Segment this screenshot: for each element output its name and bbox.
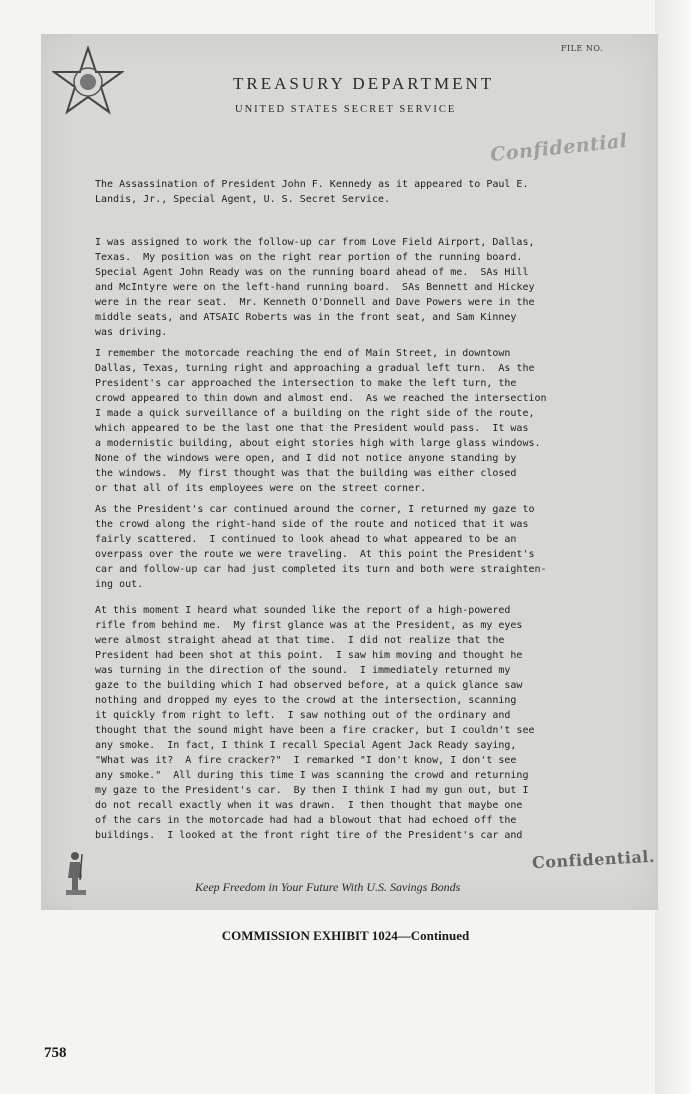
- text-line: I remember the motorcade reaching the end of Main Street, in downtown: [95, 348, 511, 359]
- text-line: it quickly from right to left. I saw nothing out of the ordinary and: [95, 710, 511, 721]
- title-line: The Assassination of President John F. Kennedy as it appeared to Paul E.: [95, 179, 529, 190]
- department-title: TREASURY DEPARTMENT: [233, 74, 495, 93]
- text-line: None of the windows were open, and I did not notice anyone standing by: [95, 453, 517, 464]
- title-line: Landis, Jr., Special Agent, U. S. Secret Service.: [95, 194, 391, 205]
- star-badge-icon: [52, 46, 124, 118]
- text-line: President's car approached the intersection to make the left turn, the: [95, 378, 517, 389]
- text-line: the crowd along the right-hand side of the route and noticed that it was: [95, 519, 529, 530]
- text-line: gaze to the building which I had observed before, at a quick glance saw: [95, 680, 523, 691]
- text-line: my gaze to the President's car. By then I think I had my gun out, but I: [95, 785, 529, 796]
- text-line: car and follow-up car had just completed its turn and both were straighten-: [95, 564, 547, 575]
- text-line: Texas. My position was on the right rear portion of the running board.: [95, 252, 523, 263]
- text-line: nothing and dropped my eyes to the crowd at the intersection, scanning: [95, 695, 517, 706]
- text-line: and McIntyre were on the left-hand running board. SAs Bennett and Hickey: [95, 282, 535, 293]
- text-line: was driving.: [95, 327, 168, 338]
- text-line: fairly scattered. I continued to look ahead to what appeared to be an: [95, 534, 517, 545]
- text-line: were almost straight ahead at that time. I did not realize that the: [95, 635, 505, 646]
- text-line: were in the rear seat. Mr. Kenneth O'Donnell and Dave Powers were in the: [95, 297, 535, 308]
- text-line: ing out.: [95, 579, 144, 590]
- text-line: President had been shot at this point. I saw him moving and thought he: [95, 650, 523, 661]
- text-line: Special Agent John Ready was on the running board ahead of me. SAs Hill: [95, 267, 529, 278]
- text-line: of the cars in the motorcade had had a blowout that had echoed off the: [95, 815, 517, 826]
- exhibit-caption: COMMISSION EXHIBIT 1024—Continued: [221, 928, 470, 943]
- text-line: crowd appeared to thin down and almost end. As we reached the intersection: [95, 393, 547, 404]
- file-number-label: FILE NO.: [560, 44, 603, 53]
- confidential-stamp-bottom: Confidential.: [531, 846, 656, 873]
- savings-bonds-slogan: Keep Freedom in Your Future With U.S. Savings Bonds: [195, 880, 461, 894]
- text-line: Dallas, Texas, turning right and approaching a gradual left turn. As the: [95, 363, 535, 374]
- text-line: buildings. I looked at the front right tire of the President's car and: [95, 830, 523, 841]
- paragraph-3: [95, 502, 547, 592]
- text-line: a modernistic building, about eight stories high with large glass windows.: [95, 438, 541, 449]
- text-line: I was assigned to work the follow-up car from Love Field Airport, Dallas,: [95, 237, 535, 248]
- text-line: At this moment I heard what sounded like the report of a high-powered: [95, 605, 511, 616]
- text-line: was turning in the direction of the sound. I immediately returned my: [95, 665, 511, 676]
- text-line: middle seats, and ATSAIC Roberts was in the front seat, and Sam Kinney: [95, 312, 517, 323]
- confidential-stamp-top: Confidential: [489, 129, 629, 167]
- text-line: any smoke." All during this time I was scanning the crowd and returning: [95, 770, 529, 781]
- text-line: rifle from behind me. My first glance was at the President, as my eyes: [95, 620, 523, 631]
- text-line: As the President's car continued around the corner, I returned my gaze to: [95, 504, 535, 515]
- page-number: 758: [44, 1045, 67, 1061]
- text-line: thought that the sound might have been a fire cracker, but I couldn't see: [95, 725, 535, 736]
- text-line: which appeared to be the last one that the President would pass. It was: [95, 423, 529, 434]
- paragraph-1: [95, 235, 535, 340]
- document-title: [95, 177, 528, 207]
- text-line: the windows. My first thought was that the building was either closed: [95, 468, 517, 479]
- text-line: or that all of its employees were on the street corner.: [95, 483, 427, 494]
- text-line: I made a quick surveillance of a building on the right side of the route,: [95, 408, 535, 419]
- paragraph-2: [95, 346, 547, 496]
- service-subtitle: UNITED STATES SECRET SERVICE: [235, 104, 457, 115]
- text-line: overpass over the route we were traveling. At this point the President's: [95, 549, 535, 560]
- text-line: do not recall exactly when it was drawn. I then thought that maybe one: [95, 800, 523, 811]
- paragraph-4: [95, 603, 535, 843]
- text-line: "What was it? A fire cracker?" I remarked "I don't know, I don't see: [95, 755, 517, 766]
- text-line: any smoke. In fact, I think I recall Special Agent Jack Ready saying,: [95, 740, 517, 751]
- minuteman-statue-icon: [60, 850, 92, 896]
